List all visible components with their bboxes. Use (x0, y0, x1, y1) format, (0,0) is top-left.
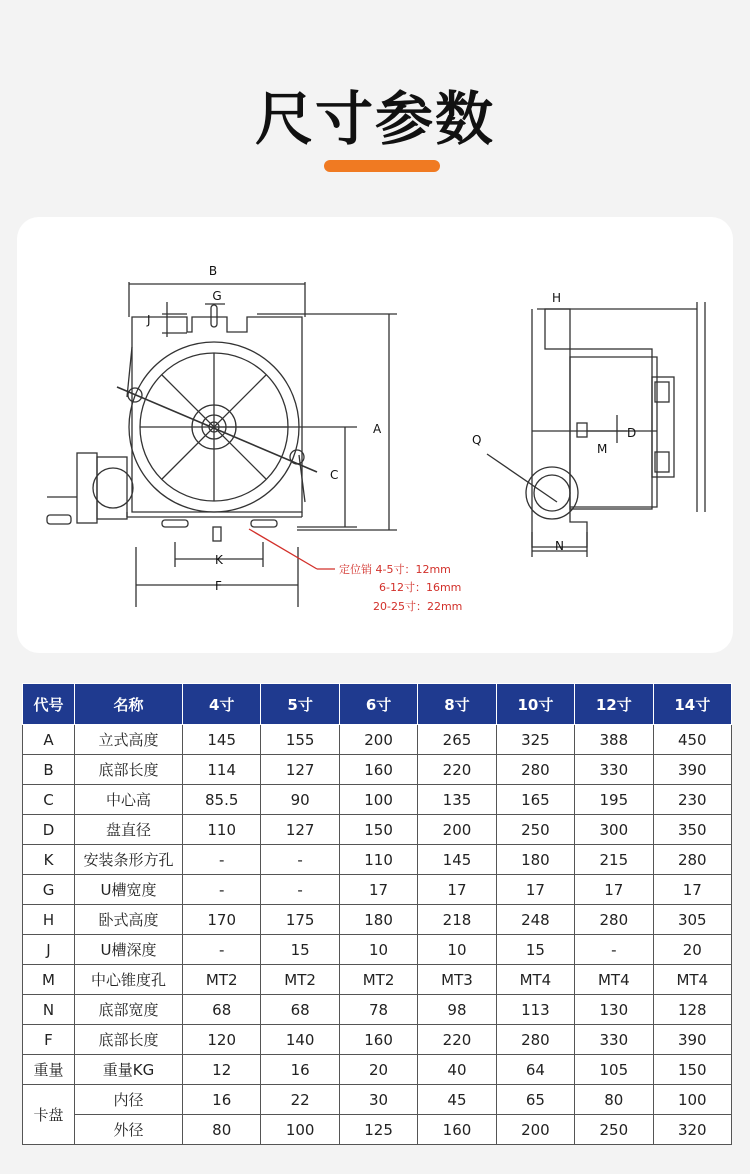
cell-value: 68 (183, 995, 261, 1025)
cell-value: 127 (261, 815, 339, 845)
cell-name: 底部宽度 (75, 995, 183, 1025)
cell-name: 中心锥度孔 (75, 965, 183, 995)
cell-value: 248 (496, 905, 574, 935)
cell-value: 65 (496, 1085, 574, 1115)
header-size-14: 14寸 (653, 684, 731, 725)
label-H: H (552, 291, 562, 305)
label-K: K (215, 553, 223, 567)
cell-value: 390 (653, 755, 731, 785)
cell-value: 165 (496, 785, 574, 815)
cell-name: 底部长度 (75, 755, 183, 785)
cell-value: 200 (496, 1115, 574, 1145)
cell-name: U槽深度 (75, 935, 183, 965)
cell-value: 160 (339, 755, 417, 785)
cell-value: 120 (183, 1025, 261, 1055)
cell-value: 160 (339, 1025, 417, 1055)
label-M: M (597, 442, 608, 456)
cell-name: 外径 (75, 1115, 183, 1145)
cell-value: 10 (339, 935, 417, 965)
label-B: B (208, 264, 218, 278)
cell-value: 145 (418, 845, 496, 875)
cell-value: 113 (496, 995, 574, 1025)
dimension-diagram (17, 217, 733, 653)
cell-value: 200 (418, 815, 496, 845)
cell-value: 10 (418, 935, 496, 965)
cell-code: N (23, 995, 75, 1025)
cell-value: 300 (575, 815, 653, 845)
spec-table (22, 683, 732, 1145)
cell-value: MT2 (183, 965, 261, 995)
cell-value: 350 (653, 815, 731, 845)
cell-value: 215 (575, 845, 653, 875)
label-C: C (330, 468, 339, 482)
cell-value: 250 (496, 815, 574, 845)
cell-code: K (23, 845, 75, 875)
cell-value: 220 (418, 1025, 496, 1055)
cell-value: 265 (418, 725, 496, 755)
cell-value: 330 (575, 1025, 653, 1055)
cell-value: 175 (261, 905, 339, 935)
cell-value: 17 (575, 875, 653, 905)
cell-value: 17 (339, 875, 417, 905)
cell-value: 180 (339, 905, 417, 935)
cell-value: 85.5 (183, 785, 261, 815)
header-name: 名称 (75, 684, 183, 725)
label-Q: Q (472, 433, 482, 447)
cell-value: 145 (183, 725, 261, 755)
cell-value: 150 (339, 815, 417, 845)
cell-value: 128 (653, 995, 731, 1025)
cell-value: 40 (418, 1055, 496, 1085)
cell-value: 16 (183, 1085, 261, 1115)
cell-code: B (23, 755, 75, 785)
header-size-6: 6寸 (339, 684, 417, 725)
table-row (23, 725, 732, 755)
cell-value: 280 (653, 845, 731, 875)
cell-value: 150 (653, 1055, 731, 1085)
cell-value: 230 (653, 785, 731, 815)
cell-value: - (261, 845, 339, 875)
cell-value: 80 (183, 1115, 261, 1145)
table-row (23, 995, 732, 1025)
cell-value: 110 (339, 845, 417, 875)
cell-value: MT2 (261, 965, 339, 995)
cell-value: 16 (261, 1055, 339, 1085)
cell-code: 重量 (23, 1055, 75, 1085)
cell-name: 中心高 (75, 785, 183, 815)
cell-name: 立式高度 (75, 725, 183, 755)
cell-value: 17 (653, 875, 731, 905)
cell-value: 450 (653, 725, 731, 755)
table-row (23, 935, 732, 965)
cell-value: 20 (653, 935, 731, 965)
cell-name: 卧式高度 (75, 905, 183, 935)
cell-value: 15 (261, 935, 339, 965)
table-row (23, 815, 732, 845)
header-size-4: 4寸 (183, 684, 261, 725)
pin-note-line2: 6-12寸：16mm (379, 581, 462, 594)
label-A: A (373, 422, 382, 436)
table-row (23, 965, 732, 995)
cell-value: 105 (575, 1055, 653, 1085)
cell-value: 12 (183, 1055, 261, 1085)
cell-value: 170 (183, 905, 261, 935)
table-row (23, 1085, 732, 1115)
cell-value: 155 (261, 725, 339, 755)
cell-value: 305 (653, 905, 731, 935)
cell-value: 280 (575, 905, 653, 935)
cell-value: - (183, 845, 261, 875)
cell-code: A (23, 725, 75, 755)
cell-value: 20 (339, 1055, 417, 1085)
cell-value: 180 (496, 845, 574, 875)
cell-value: - (183, 875, 261, 905)
cell-code: J (23, 935, 75, 965)
cell-name: 重量KG (75, 1055, 183, 1085)
cell-value: 98 (418, 995, 496, 1025)
spec-table-body (23, 725, 732, 1145)
cell-value: 78 (339, 995, 417, 1025)
table-row (23, 1115, 732, 1145)
cell-value: 388 (575, 725, 653, 755)
cell-value: - (183, 935, 261, 965)
cell-value: - (261, 875, 339, 905)
cell-value: 250 (575, 1115, 653, 1145)
cell-value: 330 (575, 755, 653, 785)
cell-value: 320 (653, 1115, 731, 1145)
cell-value: 140 (261, 1025, 339, 1055)
table-row (23, 875, 732, 905)
cell-value: 218 (418, 905, 496, 935)
cell-code: G (23, 875, 75, 905)
pin-note-line3: 20-25寸：22mm (373, 600, 463, 613)
table-row (23, 755, 732, 785)
label-N: N (555, 539, 564, 553)
cell-value: 45 (418, 1085, 496, 1115)
cell-value: 17 (418, 875, 496, 905)
cell-value: MT4 (575, 965, 653, 995)
cell-value: 135 (418, 785, 496, 815)
cell-value: 80 (575, 1085, 653, 1115)
table-row (23, 785, 732, 815)
cell-code: M (23, 965, 75, 995)
header-size-12: 12寸 (575, 684, 653, 725)
table-row (23, 905, 732, 935)
cell-value: MT4 (653, 965, 731, 995)
header-size-10: 10寸 (496, 684, 574, 725)
cell-value: 160 (418, 1115, 496, 1145)
cell-value: 90 (261, 785, 339, 815)
cell-value: 17 (496, 875, 574, 905)
table-row (23, 1025, 732, 1055)
label-D: D (627, 426, 637, 440)
label-J: J (147, 313, 151, 327)
cell-value: 22 (261, 1085, 339, 1115)
cell-name: 底部长度 (75, 1025, 183, 1055)
cell-code: D (23, 815, 75, 845)
cell-value: MT2 (339, 965, 417, 995)
cell-value: 280 (496, 755, 574, 785)
cell-value: 15 (496, 935, 574, 965)
cell-value: MT3 (418, 965, 496, 995)
cell-value: 280 (496, 1025, 574, 1055)
cell-value: 68 (261, 995, 339, 1025)
pin-note-line1: 定位销 4-5寸：12mm (339, 563, 451, 576)
cell-code: 卡盘 (23, 1085, 75, 1145)
header-size-5: 5寸 (261, 684, 339, 725)
cell-value: 100 (261, 1115, 339, 1145)
cell-code: H (23, 905, 75, 935)
label-G: G (212, 289, 222, 303)
cell-value: 127 (261, 755, 339, 785)
cell-value: 325 (496, 725, 574, 755)
cell-name: 盘直径 (75, 815, 183, 845)
cell-value: 390 (653, 1025, 731, 1055)
cell-name: U槽宽度 (75, 875, 183, 905)
cell-code: F (23, 1025, 75, 1055)
table-row (23, 845, 732, 875)
cell-value: 30 (339, 1085, 417, 1115)
cell-value: 200 (339, 725, 417, 755)
title-underline (324, 160, 440, 172)
cell-value: 100 (653, 1085, 731, 1115)
cell-code: C (23, 785, 75, 815)
cell-value: 195 (575, 785, 653, 815)
spec-table-wrapper (22, 683, 732, 1145)
cell-value: MT4 (496, 965, 574, 995)
header-code: 代号 (23, 684, 75, 725)
cell-value: 125 (339, 1115, 417, 1145)
dimension-diagram-card (17, 217, 733, 653)
page-title: 尺寸参数 (254, 85, 495, 153)
cell-value: 130 (575, 995, 653, 1025)
cell-name: 安装条形方孔 (75, 845, 183, 875)
cell-value: 110 (183, 815, 261, 845)
header-size-8: 8寸 (418, 684, 496, 725)
cell-value: 100 (339, 785, 417, 815)
spec-table-header-row (23, 684, 732, 725)
cell-value: - (575, 935, 653, 965)
cell-value: 114 (183, 755, 261, 785)
table-row (23, 1055, 732, 1085)
cell-name: 内径 (75, 1085, 183, 1115)
cell-value: 220 (418, 755, 496, 785)
label-F: F (215, 579, 222, 593)
cell-value: 64 (496, 1055, 574, 1085)
